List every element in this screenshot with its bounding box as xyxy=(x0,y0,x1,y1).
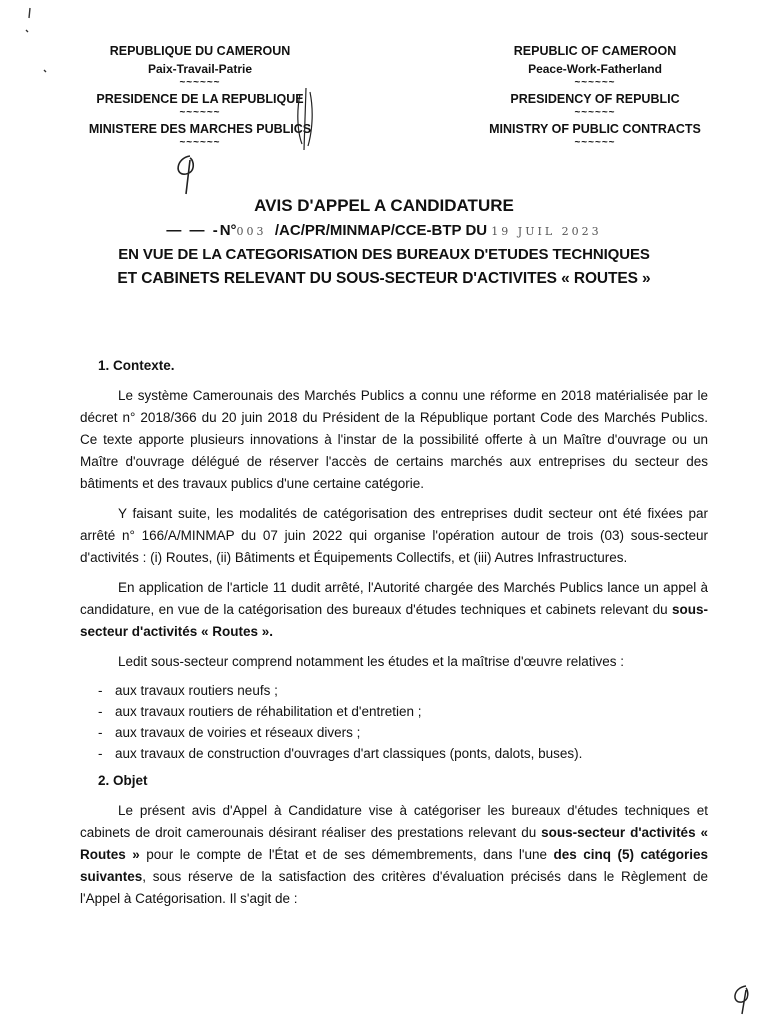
section-2-body xyxy=(80,800,708,918)
paragraph-application: En application de l'article 11 dudit arrêté, l'Autorité chargée des Marchés Publics lance un appel à candidature, en vue de la catégorisation des bureaux d'études techniques et cabinets relevant du sous-secteur d'activités « Routes ». xyxy=(80,580,708,639)
notice-reference: — — -N°003 /AC/PR/MINMAP/CCE-BTP DU 19 JUIL 2023 xyxy=(166,222,602,239)
header-separator: ~~~~~~ xyxy=(179,137,221,148)
motto-en: Peace-Work-Fatherland xyxy=(528,62,662,76)
ref-prefix: N° xyxy=(219,222,237,239)
header-separator: ~~~~~~ xyxy=(574,77,616,88)
section-1-body xyxy=(80,385,708,681)
scope-list xyxy=(98,680,658,764)
ministry-en: MINISTRY OF PUBLIC CONTRACTS xyxy=(489,122,701,136)
sub-sector-emphasis: sous-secteur d'activités « Routes ». xyxy=(80,602,708,639)
ref-code: /AC/PR/MINMAP/CCE-BTP DU xyxy=(274,222,488,239)
notice-subtitle-1: EN VUE DE LA CATEGORISATION DES BUREAUX D'ETUDES TECHNIQUES xyxy=(118,246,650,263)
list-item: - aux travaux de construction d'ouvrages d'art classiques (ponts, dalots, buses). xyxy=(98,743,658,764)
header-separator: ~~~~~~ xyxy=(574,107,616,118)
section-2-heading: 2. Objet xyxy=(98,773,148,788)
section-1-heading: 1. Contexte. xyxy=(98,358,175,373)
presidency-en: PRESIDENCY OF REPUBLIC xyxy=(510,92,680,106)
handwritten-mark-top xyxy=(168,150,208,200)
header-right xyxy=(480,42,710,150)
list-item: - aux travaux de voiries et réseaux divers ; xyxy=(98,722,658,743)
list-item: - aux travaux routiers de réhabilitation et d'entretien ; xyxy=(98,701,658,722)
country-name-en: REPUBLIC OF CAMEROON xyxy=(513,44,677,58)
paragraph-object: Le présent avis d'Appel à Candidature vise à catégoriser les bureaux d'études techniques et cabinets de droit camerounais désirant réaliser des prestations relevant du sous-secteur d'activités « Routes » pour le compte de l'État et de ses démembrements, dans l'une des cinq (5) catégories suivantes, sous réserve de la satisfaction des critères d'évaluation précisés dans le Règlement de l'Appel à Catégorisation. Il s'agit de : xyxy=(80,803,708,906)
signature-bracket xyxy=(292,84,318,154)
motto-fr: Paix-Travail-Patrie xyxy=(147,62,253,76)
header-left xyxy=(80,42,320,150)
notice-title: AVIS D'APPEL A CANDIDATURE xyxy=(254,196,514,215)
paragraph-scope: Ledit sous-secteur comprend notamment les études et la maîtrise d'œuvre relatives : xyxy=(118,654,625,669)
handwritten-mark-bottom xyxy=(726,982,760,1018)
ministry-fr: MINISTERE DES MARCHES PUBLICS xyxy=(88,122,312,136)
presidency-fr: PRESIDENCE DE LA REPUBLIQUE xyxy=(96,92,304,106)
ref-date: 19 JUIL 2023 xyxy=(491,225,602,238)
paragraph-reform: Le système Camerounais des Marchés Publics a connu une réforme en 2018 matérialisée par le décret n° 2018/366 du 20 juin 2018 du Président de la République portant Code des Marchés Publics. Ce texte apporte plusieurs innovations à l'instar de la possibilité offerte à un Maître d'ouvrage ou un Maître d'ouvrage délégué de réserver l'accès de certains marchés aux entreprises du secteur des bâtiments et des travaux publics d'une certaine catégorie. xyxy=(80,388,708,491)
header-separator: ~~~~~~ xyxy=(574,137,616,148)
notice-subtitle-2: ET CABINETS RELEVANT DU SOUS-SECTEUR D'ACTIVITES « ROUTES » xyxy=(117,270,651,287)
country-name-fr: REPUBLIQUE DU CAMEROUN xyxy=(109,44,291,58)
paragraph-modalities: Y faisant suite, les modalités de catégorisation des entreprises dudit secteur ont été fixées par arrêté n° 166/A/MINMAP du 07 juin 2022 qui organise l'opération autour de trois (03) sous-secteur d'activités : (i) Routes, (ii) Bâtiments et Équipements Collectifs, et (iii) Autres Infrastructures. xyxy=(80,506,708,565)
ref-number: 003 xyxy=(236,225,267,238)
header-separator: ~~~~~~ xyxy=(179,77,221,88)
list-item: - aux travaux routiers neufs ; xyxy=(98,680,658,701)
header-separator: ~~~~~~ xyxy=(179,107,221,118)
margin-mark xyxy=(20,4,50,84)
